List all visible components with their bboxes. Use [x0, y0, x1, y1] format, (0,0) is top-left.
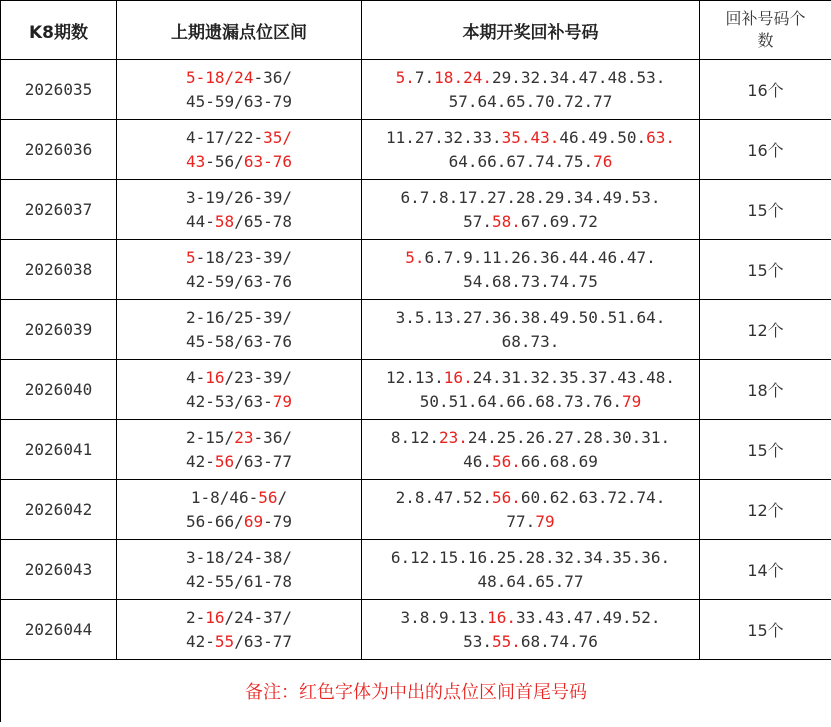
numbers-line [362, 390, 699, 414]
table-row [1, 540, 831, 600]
highlight-segment: 43 [186, 151, 206, 171]
text-segment: 42-55/61-78 [186, 571, 292, 591]
interval-line [117, 246, 361, 270]
interval-lines [117, 126, 361, 174]
period-cell: 2026039 [1, 300, 117, 360]
count-cell: 18个 [700, 360, 831, 420]
interval-line [117, 426, 361, 450]
highlight-segment: 18.24. [434, 67, 492, 87]
interval-cell [117, 180, 362, 240]
interval-line [117, 366, 361, 390]
highlight-segment: 76 [593, 151, 613, 171]
text-segment: 68.74.76 [520, 631, 598, 651]
text-segment: / [277, 487, 288, 507]
text-segment: 24.25.26.27.28.30.31. [467, 427, 671, 447]
numbers-lines [362, 126, 699, 174]
interval-line [117, 450, 361, 474]
interval-cell [117, 480, 362, 540]
count-cell: 15个 [700, 420, 831, 480]
count-cell: 15个 [700, 600, 831, 660]
text-segment: 11.27.32.33. [386, 127, 502, 147]
interval-line [117, 270, 361, 294]
text-segment: 3-18/24-38/ [186, 547, 292, 567]
highlight-segment: 5 [186, 247, 196, 267]
text-segment: 12.13. [386, 367, 444, 387]
interval-cell [117, 300, 362, 360]
text-segment: 24.31.32.35.37.43.48. [472, 367, 675, 387]
highlight-segment: 16 [205, 367, 225, 387]
text-segment: 44- [186, 211, 215, 231]
numbers-lines [362, 186, 699, 234]
interval-lines [117, 306, 361, 354]
interval-lines [117, 246, 361, 294]
interval-line [117, 150, 361, 174]
interval-cell [117, 420, 362, 480]
footnote: 备注：红色字体为中出的点位区间首尾号码 [1, 660, 831, 723]
highlight-segment: 69 [243, 511, 264, 531]
numbers-line [362, 306, 699, 330]
table-row [1, 480, 831, 540]
interval-lines [117, 186, 361, 234]
period-cell: 2026038 [1, 240, 117, 300]
highlight-segment: 23. [438, 427, 468, 447]
text-segment: 2.8.47.52. [395, 487, 492, 507]
table-row [1, 240, 831, 300]
text-segment: /23-39/ [224, 367, 292, 387]
highlight-segment: 56 [258, 487, 278, 507]
text-segment: 46. [463, 451, 492, 471]
text-segment: -18/23-39/ [195, 247, 292, 267]
text-segment: 2-15/ [186, 427, 235, 447]
numbers-cell [362, 180, 700, 240]
numbers-lines [362, 306, 699, 354]
text-segment: 8.12. [390, 427, 439, 447]
text-segment: 4-17/22- [186, 127, 264, 147]
interval-line [117, 90, 361, 114]
text-segment: -56/ [205, 151, 244, 171]
numbers-cell [362, 240, 700, 300]
text-segment: 57.64.65.70.72.77 [448, 91, 613, 111]
numbers-cell [362, 120, 700, 180]
highlight-segment: 16. [487, 607, 517, 627]
numbers-line [362, 546, 699, 570]
count-cell: 14个 [700, 540, 831, 600]
text-segment: /24-37/ [224, 607, 292, 627]
interval-lines [117, 486, 361, 534]
interval-line [117, 390, 361, 414]
text-segment: 53. [463, 631, 492, 651]
interval-line [117, 330, 361, 354]
numbers-line [362, 330, 699, 354]
count-cell: 12个 [700, 300, 831, 360]
highlight-segment: 23 [234, 427, 254, 447]
table-row [1, 60, 831, 120]
numbers-line [362, 366, 699, 390]
numbers-cell [362, 480, 700, 540]
table-row [1, 360, 831, 420]
highlight-segment: 16. [443, 367, 473, 387]
text-segment: 45-59/63-79 [186, 91, 292, 111]
highlight-segment: 79 [622, 391, 642, 411]
interval-line [117, 486, 361, 510]
numbers-cell [362, 600, 700, 660]
interval-line [117, 126, 361, 150]
interval-cell [117, 360, 362, 420]
text-segment: 77. [506, 511, 536, 531]
numbers-line [362, 210, 699, 234]
text-segment: 42- [186, 631, 215, 651]
highlight-segment: 5-18/24 [186, 67, 254, 87]
text-segment: 3.5.13.27.36.38.49.50.51.64. [395, 307, 666, 327]
text-segment: /63-77 [234, 631, 292, 651]
numbers-line [362, 630, 699, 654]
text-segment: 60.62.63.72.74. [520, 487, 666, 507]
interval-cell [117, 540, 362, 600]
interval-lines [117, 66, 361, 114]
interval-line [117, 186, 361, 210]
text-segment: 57. [463, 211, 492, 231]
text-segment: 50.51.64.66.68.73.76. [419, 391, 623, 411]
numbers-line [362, 426, 699, 450]
text-segment: 48.64.65.77 [477, 571, 584, 591]
text-segment: 3-19/26-39/ [186, 187, 292, 207]
numbers-line [362, 126, 699, 150]
period-cell: 2026036 [1, 120, 117, 180]
numbers-line [362, 246, 699, 270]
interval-line [117, 306, 361, 330]
text-segment: 64.66.67.74.75. [448, 151, 594, 171]
highlight-segment: 16 [205, 607, 225, 627]
interval-line [117, 210, 361, 234]
text-segment: 3.8.9.13. [400, 607, 488, 627]
count-cell: 12个 [700, 480, 831, 540]
header-count [700, 1, 831, 60]
numbers-cell [362, 300, 700, 360]
text-segment: 29.32.34.47.48.53. [491, 67, 666, 87]
highlight-segment: 79 [272, 391, 292, 411]
count-cell: 15个 [700, 240, 831, 300]
header-row [1, 1, 831, 60]
highlight-segment: 58. [491, 211, 521, 231]
table-body [1, 60, 831, 660]
text-segment: 54.68.73.74.75 [463, 271, 598, 291]
table-row [1, 420, 831, 480]
numbers-lines [362, 366, 699, 414]
period-cell: 2026043 [1, 540, 117, 600]
interval-cell [117, 600, 362, 660]
highlight-segment: 5. [405, 247, 425, 267]
text-segment: -36/ [253, 67, 292, 87]
highlight-segment: 63-76 [243, 151, 292, 171]
text-segment: 6.7.8.17.27.28.29.34.49.53. [400, 187, 661, 207]
numbers-line [362, 270, 699, 294]
highlight-segment: 5. [395, 67, 415, 87]
highlight-segment: 55. [491, 631, 521, 651]
text-segment: 4- [186, 367, 206, 387]
highlight-segment: 79 [535, 511, 555, 531]
interval-cell [117, 120, 362, 180]
interval-line [117, 510, 361, 534]
interval-line [117, 570, 361, 594]
text-segment: 6.12.15.16.25.28.32.34.35.36. [390, 547, 671, 567]
text-segment: 42- [186, 451, 215, 471]
header-period: K8期数 [1, 1, 117, 60]
header-numbers: 本期开奖回补号码 [362, 1, 700, 60]
header-interval: 上期遗漏点位区间 [117, 1, 362, 60]
text-segment: 68.73. [501, 331, 560, 351]
table-row [1, 600, 831, 660]
count-cell: 16个 [700, 120, 831, 180]
numbers-line [362, 150, 699, 174]
text-segment: 42-59/63-76 [186, 271, 292, 291]
text-segment: 45-58/63-76 [186, 331, 292, 351]
text-segment: 66.68.69 [520, 451, 598, 471]
highlight-segment: 63. [646, 127, 675, 147]
count-cell: 15个 [700, 180, 831, 240]
count-cell: 16个 [700, 60, 831, 120]
numbers-cell [362, 540, 700, 600]
numbers-lines [362, 606, 699, 654]
period-cell: 2026042 [1, 480, 117, 540]
highlight-segment: 56. [491, 487, 521, 507]
interval-line [117, 630, 361, 654]
period-cell: 2026040 [1, 360, 117, 420]
numbers-lines [362, 426, 699, 474]
text-segment: 2- [186, 607, 206, 627]
interval-line [117, 66, 361, 90]
numbers-line [362, 510, 699, 534]
note-row [1, 660, 831, 723]
highlight-segment: 35/ [263, 127, 292, 147]
text-segment: 6.7.9.11.26.36.44.46.47. [424, 247, 656, 267]
interval-line [117, 546, 361, 570]
interval-lines [117, 426, 361, 474]
text-segment: -36/ [253, 427, 292, 447]
numbers-line [362, 66, 699, 90]
text-segment: /63-77 [234, 451, 292, 471]
text-segment: 2-16/25-39/ [186, 307, 292, 327]
numbers-line [362, 486, 699, 510]
text-segment: 1-8/46- [190, 487, 259, 507]
text-segment: 56-66/ [186, 511, 244, 531]
period-cell: 2026037 [1, 180, 117, 240]
highlight-segment: 35.43. [501, 127, 560, 147]
text-segment: /65-78 [234, 211, 292, 231]
interval-lines [117, 366, 361, 414]
period-cell: 2026044 [1, 600, 117, 660]
text-segment: 7. [414, 67, 435, 87]
text-segment: 33.43.47.49.52. [516, 607, 661, 627]
table-row [1, 300, 831, 360]
numbers-cell [362, 360, 700, 420]
interval-cell [117, 60, 362, 120]
numbers-cell [362, 60, 700, 120]
table-row [1, 180, 831, 240]
numbers-lines [362, 246, 699, 294]
period-cell: 2026035 [1, 60, 117, 120]
header-count-label: 回补号码个数 [725, 9, 806, 50]
interval-cell [117, 240, 362, 300]
highlight-segment: 58 [214, 211, 235, 231]
interval-lines [117, 546, 361, 594]
interval-line [117, 606, 361, 630]
text-segment: 46.49.50. [559, 127, 647, 147]
highlight-segment: 56 [214, 451, 235, 471]
numbers-cell [362, 420, 700, 480]
table-row [1, 120, 831, 180]
numbers-lines [362, 486, 699, 534]
numbers-line [362, 606, 699, 630]
text-segment: 42-53/63- [186, 391, 273, 411]
numbers-line [362, 450, 699, 474]
numbers-line [362, 186, 699, 210]
highlight-segment: 56. [491, 451, 521, 471]
numbers-line [362, 90, 699, 114]
highlight-segment: 55 [214, 631, 235, 651]
numbers-lines [362, 546, 699, 594]
period-cell: 2026041 [1, 420, 117, 480]
numbers-line [362, 570, 699, 594]
interval-lines [117, 606, 361, 654]
text-segment: -79 [263, 511, 292, 531]
text-segment: 67.69.72 [520, 211, 598, 231]
numbers-lines [362, 66, 699, 114]
